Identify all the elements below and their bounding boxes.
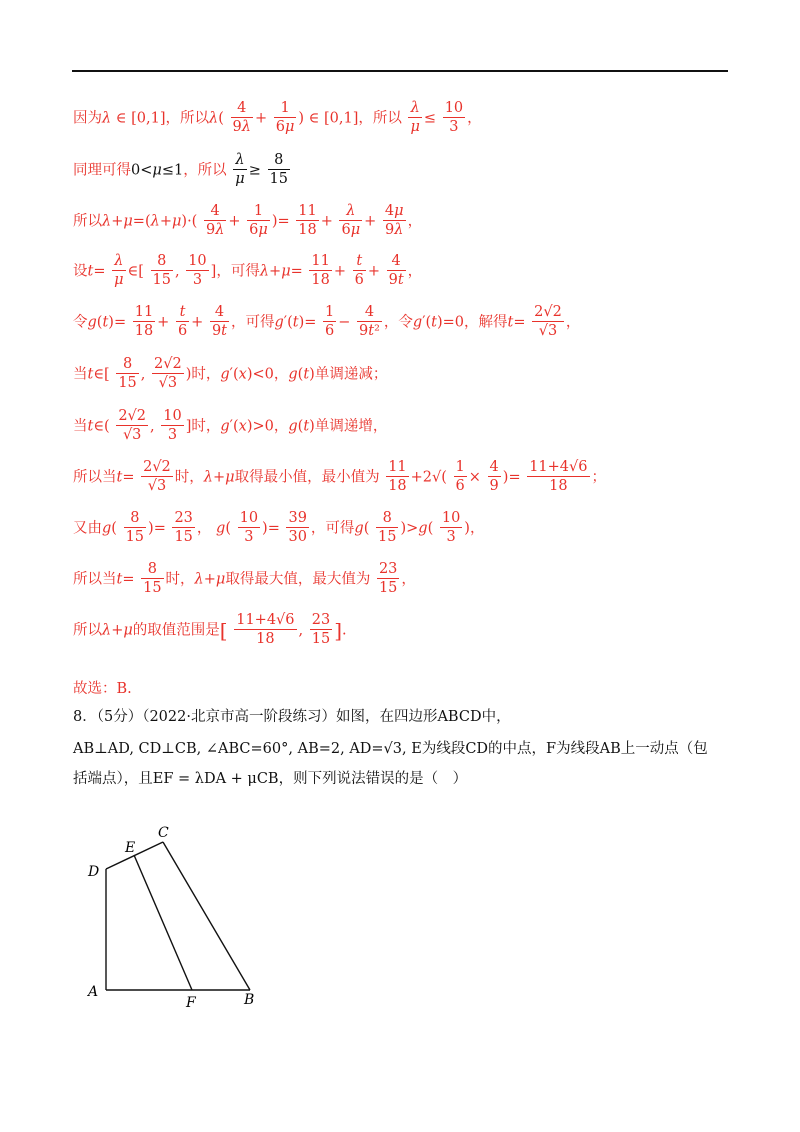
segment-cb: [163, 842, 250, 990]
quadrilateral-figure: [80, 822, 280, 1026]
solution-line-7: 当t∈( $\frac{2√2}{√3}$ , $\frac{10}{3}$ ]时，g′(x)>0，g(t)单调递增，: [73, 408, 388, 444]
solution-line-1: 因为λ ∈ [0,1]，所以λ( $\frac{4}{9\lambda}$ + $\frac{1}{6\mu}$ ) ∈ [0,1]，所以 $\frac{\lambda}{\mu}$ ≤ $\frac{10}{3}$ ，: [73, 100, 482, 136]
label-e: E: [125, 840, 136, 856]
solution-line-11: 所以λ+μ的取值范围是[ $\frac{11+4√6}{18}$ , $\frac{23}{15}$ ].: [73, 612, 347, 648]
solution-line-3: 所以λ+μ=(λ+μ)·( $\frac{4}{9\lambda}$ + $\frac{1}{6\mu}$ )= $\frac{11}{18}$ + $\frac{\lambda}{6\mu}$ + $\frac{4\mu}{9\lambda}$ ，: [73, 203, 423, 239]
solution-line-10: 所以当t= $\frac{8}{15}$ 时，λ+μ取得最大值，最大值为 $\frac{23}{15}$ ，: [73, 561, 416, 597]
label-b: B: [244, 992, 255, 1008]
label-d: D: [88, 864, 100, 880]
header-rule: [72, 70, 728, 72]
solution-line-6: 当t∈[ $\frac{8}{15}$ , $\frac{2√2}{√3}$ )时，g′(x)<0，g(t)单调递减；: [73, 356, 388, 392]
quadrilateral-svg: [80, 822, 280, 1022]
question-8-tail: 括端点），且EF = λDA + μCB，则下列说法错误的是（ ）: [73, 771, 468, 787]
label-c: C: [158, 825, 169, 841]
question-8-head: 8．（5分）（2022·北京市高一阶段练习）如图，在四边形ABCD中，: [73, 709, 511, 725]
solution-line-4: 设t= $\frac{\lambda}{\mu}$ ∈[ $\frac{8}{15}$ , $\frac{10}{3}$ ]，可得λ+μ= $\frac{11}{18}$ + $\frac{t}{6}$ + $\frac{4}{9t}$ ，: [73, 253, 423, 289]
solution-line-5: 令g(t)= $\frac{11}{18}$ + $\frac{t}{6}$ + $\frac{4}{9t}$ ，可得g′(t)= $\frac{1}{6}$ − $\frac{4}{\text{9t²}}$ ，令g′(t)=0，解得t= $\frac{2√2}{√3}$ ，: [73, 304, 581, 340]
answer-line: 故选：B.: [73, 681, 132, 697]
label-a: A: [88, 984, 99, 1000]
question-8-condition: AB⊥AD, CD⊥CB, ∠ABC=60°, AB=2, AD=√3, E为线段CD的中点，F为线段AB上一动点（包: [73, 741, 708, 757]
label-f: F: [186, 995, 196, 1011]
solution-line-2: 同理可得0<μ≤1，所以 $\frac{\lambda}{\mu}$ ≥ $\frac{8}{15}$: [73, 152, 288, 188]
solution-line-8: 所以当t= $\frac{2√2}{√3}$ 时，λ+μ取得最小值，最小值为 $\frac{11}{18}$ +2√( $\frac{1}{6}$ × $\frac{4}{9}$ )= $\frac{11+4√6}{18}$ ；: [73, 459, 606, 495]
solution-line-9: 又由g( $\frac{8}{15}$ )= $\frac{23}{15}$ ， g( $\frac{10}{3}$ )= $\frac{39}{30}$ ，可得g( $\frac{8}{15}$ )>g( $\frac{10}{3}$ )，: [73, 510, 485, 546]
